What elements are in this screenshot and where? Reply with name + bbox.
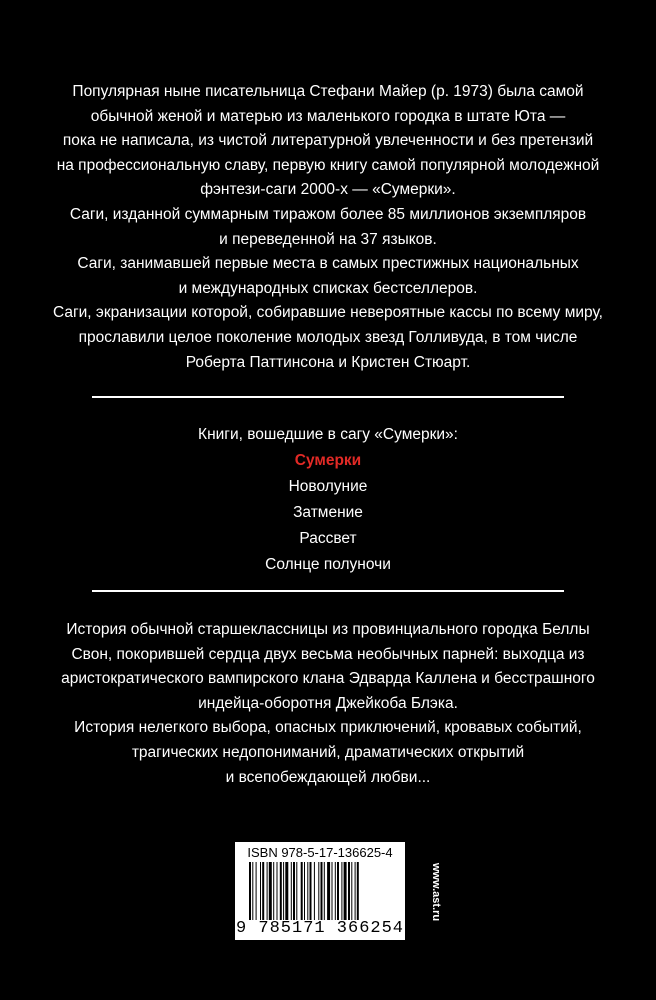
barcode-label (235, 842, 405, 940)
story-line: История обычной старшеклассницы из провинциального городка Беллы (66, 621, 590, 638)
story-line: трагических недопониманий, драматических открытий (131, 743, 525, 761)
divider (92, 590, 564, 592)
intro-line: и международных списках бестселлеров. (178, 279, 478, 297)
story-line: Свон, покорившей сердца двух весьма необычных парней: выходца из (71, 645, 585, 663)
barcode-icon (249, 862, 391, 920)
isbn-text: ISBN 978-5-17-136625-4 (247, 845, 393, 860)
intro-line: Саги, экранизации которой, собиравшие невероятные кассы по всему миру, (53, 304, 603, 322)
intro-line: и переведенной на 37 языков. (219, 230, 437, 248)
intro-line: Саги, изданной суммарным тиражом более 85 миллионов экземпляров (69, 205, 587, 223)
story-line: и всепобеждающей любви... (225, 768, 431, 786)
intro-line: на профессиональную славу, первую книгу самой популярной молодежной (56, 156, 600, 174)
book-list (0, 422, 656, 578)
intro-paragraph (0, 80, 656, 375)
publisher-website (428, 862, 444, 922)
intro-line: фэнтези-саги 2000-х — «Сумерки». (200, 181, 456, 199)
story-line: индейца-оборотня Джейкоба Блэка. (198, 694, 458, 712)
intro-line: пока не написала, из чистой литературной увлеченности и без претензий (62, 132, 594, 150)
story-line: История нелегкого выбора, опасных приключений, кровавых событий, (74, 719, 582, 737)
intro-line: Популярная ныне писательница Стефани Майер (р. 1973) была самой (72, 83, 584, 100)
book-title-current: Сумерки (294, 452, 362, 469)
story-paragraph (0, 618, 656, 790)
book-title: Солнце полуночи (265, 556, 391, 573)
book-title: Рассвет (299, 530, 357, 547)
intro-line: Саги, занимавшей первые места в самых престижных национальных (77, 255, 579, 273)
book-list-heading: Книги, вошедшие в сагу «Сумерки»: (198, 426, 458, 443)
intro-line: прославили целое поколение молодых звезд Голливуда, в том числе (78, 328, 578, 346)
book-title: Затмение (293, 504, 363, 521)
barcode-digits: 9 785171 366254 (235, 919, 405, 938)
book-title: Новолуние (288, 478, 368, 495)
intro-line: Роберта Паттинсона и Кристен Стюарт. (185, 353, 471, 371)
divider (92, 396, 564, 398)
intro-line: обычной женой и матерью из маленького городка в штате Юта — (90, 107, 566, 125)
story-line: аристократического вампирского клана Эдварда Каллена и бесстрашного (61, 670, 595, 688)
publisher-website-text: www.ast.ru (430, 862, 442, 922)
